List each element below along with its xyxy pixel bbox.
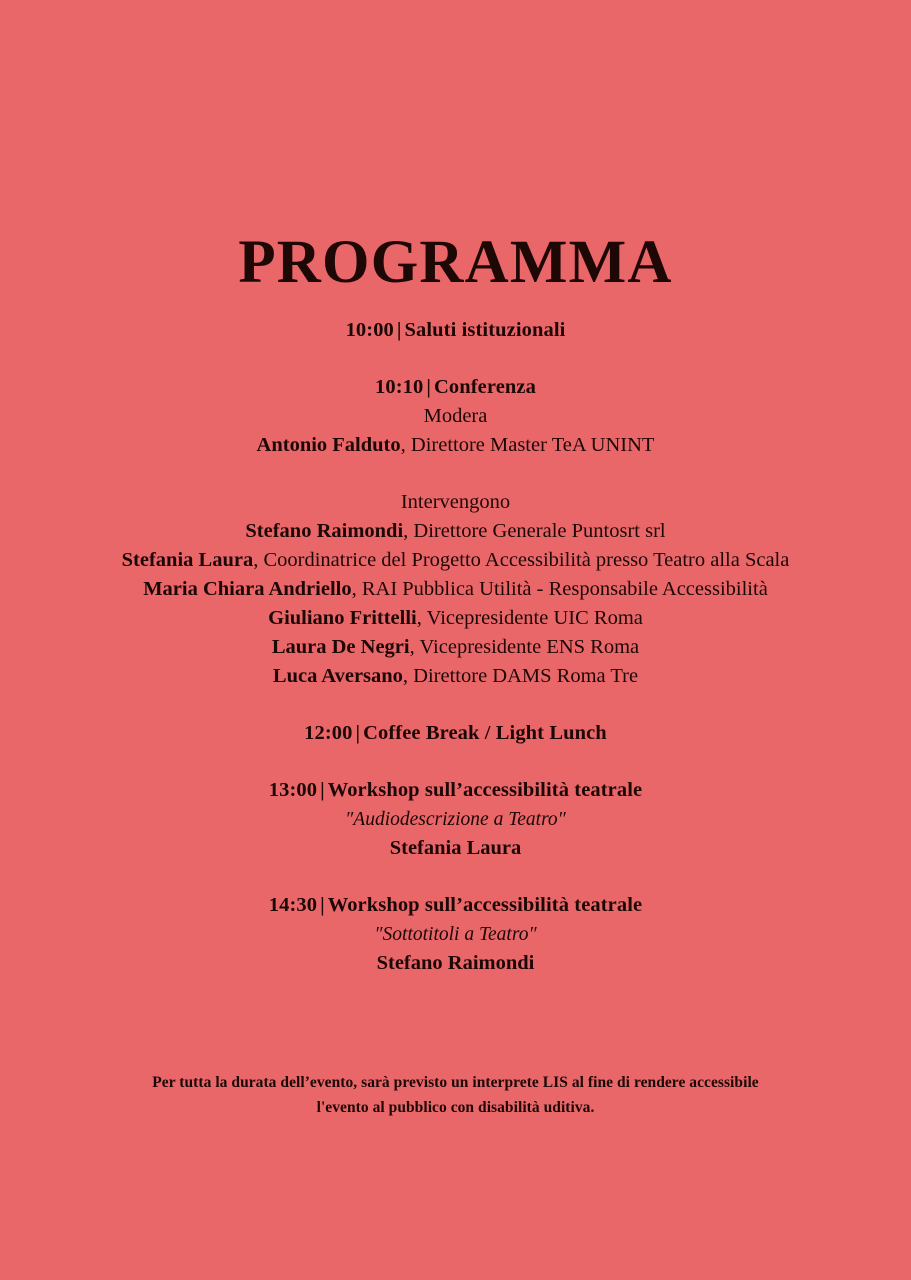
speaker-entry — [0, 633, 911, 662]
schedule-time: 10:00 — [345, 319, 394, 341]
person-role: , Direttore DAMS Roma Tre — [402, 665, 639, 687]
schedule-item-saluti — [0, 316, 911, 345]
schedule-separator: | — [426, 376, 431, 398]
schedule-separator: | — [355, 722, 361, 744]
speaker-entry — [0, 662, 911, 691]
schedule-headline — [0, 776, 911, 805]
schedule-title: Conferenza — [433, 376, 536, 398]
schedule-headline — [0, 719, 911, 748]
speaker-entry — [0, 604, 911, 633]
schedule-time: 14:30 — [268, 894, 318, 916]
schedule-item-workshop-1 — [0, 776, 911, 863]
person-role: , Vicepresidente ENS Roma — [409, 636, 640, 658]
accessibility-note-line-1: Per tutta la durata dell’evento, sarà previsto un interprete LIS al fine di rendere accessibile — [152, 1074, 759, 1091]
person-role: , Coordinatrice del Progetto Accessibilità presso Teatro alla Scala — [253, 549, 790, 571]
person-name: Antonio Falduto — [256, 434, 401, 456]
schedule-time: 13:00 — [268, 779, 318, 801]
schedule-headline — [0, 373, 911, 402]
person-name: Luca Aversano — [272, 665, 403, 687]
speaker-entry — [0, 546, 911, 575]
speaker-entry — [0, 517, 911, 546]
accessibility-note — [0, 1070, 911, 1120]
schedule-title: Coffee Break / Light Lunch — [363, 722, 607, 744]
person-role: , RAI Pubblica Utilità - Responsabile Accessibilità — [351, 578, 768, 600]
moderator-label: Modera — [423, 405, 488, 427]
page-title: PROGRAMMA — [238, 228, 673, 296]
schedule-title: Saluti istituzionali — [404, 319, 566, 341]
person-role: , Direttore Master TeA UNINT — [400, 434, 655, 456]
accessibility-note-line-2: l'evento al pubblico con disabilità uditiva. — [316, 1099, 595, 1116]
schedule-separator: | — [320, 779, 325, 801]
person-name: Stefano Raimondi — [245, 520, 404, 542]
workshop-subtitle: ″Sottotitoli a Teatro″ — [374, 924, 537, 945]
moderator-entry — [0, 431, 911, 460]
person-name: Maria Chiara Andriello — [143, 578, 352, 600]
schedule-separator: | — [320, 894, 325, 916]
schedule-item-workshop-2 — [0, 891, 911, 978]
schedule-item-coffee-break — [0, 719, 911, 748]
schedule-time: 10:10 — [375, 376, 424, 398]
schedule-title: Workshop sull’accessibilità teatrale — [327, 894, 643, 916]
speakers-section — [0, 488, 911, 691]
person-name: Stefania Laura — [121, 549, 254, 571]
schedule-headline — [0, 316, 911, 345]
schedule-item-conferenza — [0, 373, 911, 460]
workshop-subtitle: ″Audiodescrizione a Teatro″ — [345, 809, 566, 830]
schedule-headline — [0, 891, 911, 920]
speakers-label: Intervengono — [400, 491, 511, 513]
schedule-title: Workshop sull’accessibilità teatrale — [327, 779, 643, 801]
person-name: Laura De Negri — [271, 636, 410, 658]
schedule-time: 12:00 — [304, 722, 353, 744]
workshop-presenter: Stefania Laura — [389, 837, 522, 859]
person-name: Giuliano Frittelli — [268, 607, 417, 629]
schedule-list — [0, 316, 911, 978]
speaker-entry — [0, 575, 911, 604]
workshop-presenter: Stefano Raimondi — [376, 952, 535, 974]
schedule-separator: | — [396, 319, 402, 341]
person-role: , Vicepresidente UIC Roma — [416, 607, 643, 629]
person-role: , Direttore Generale Puntosrt srl — [403, 520, 666, 542]
